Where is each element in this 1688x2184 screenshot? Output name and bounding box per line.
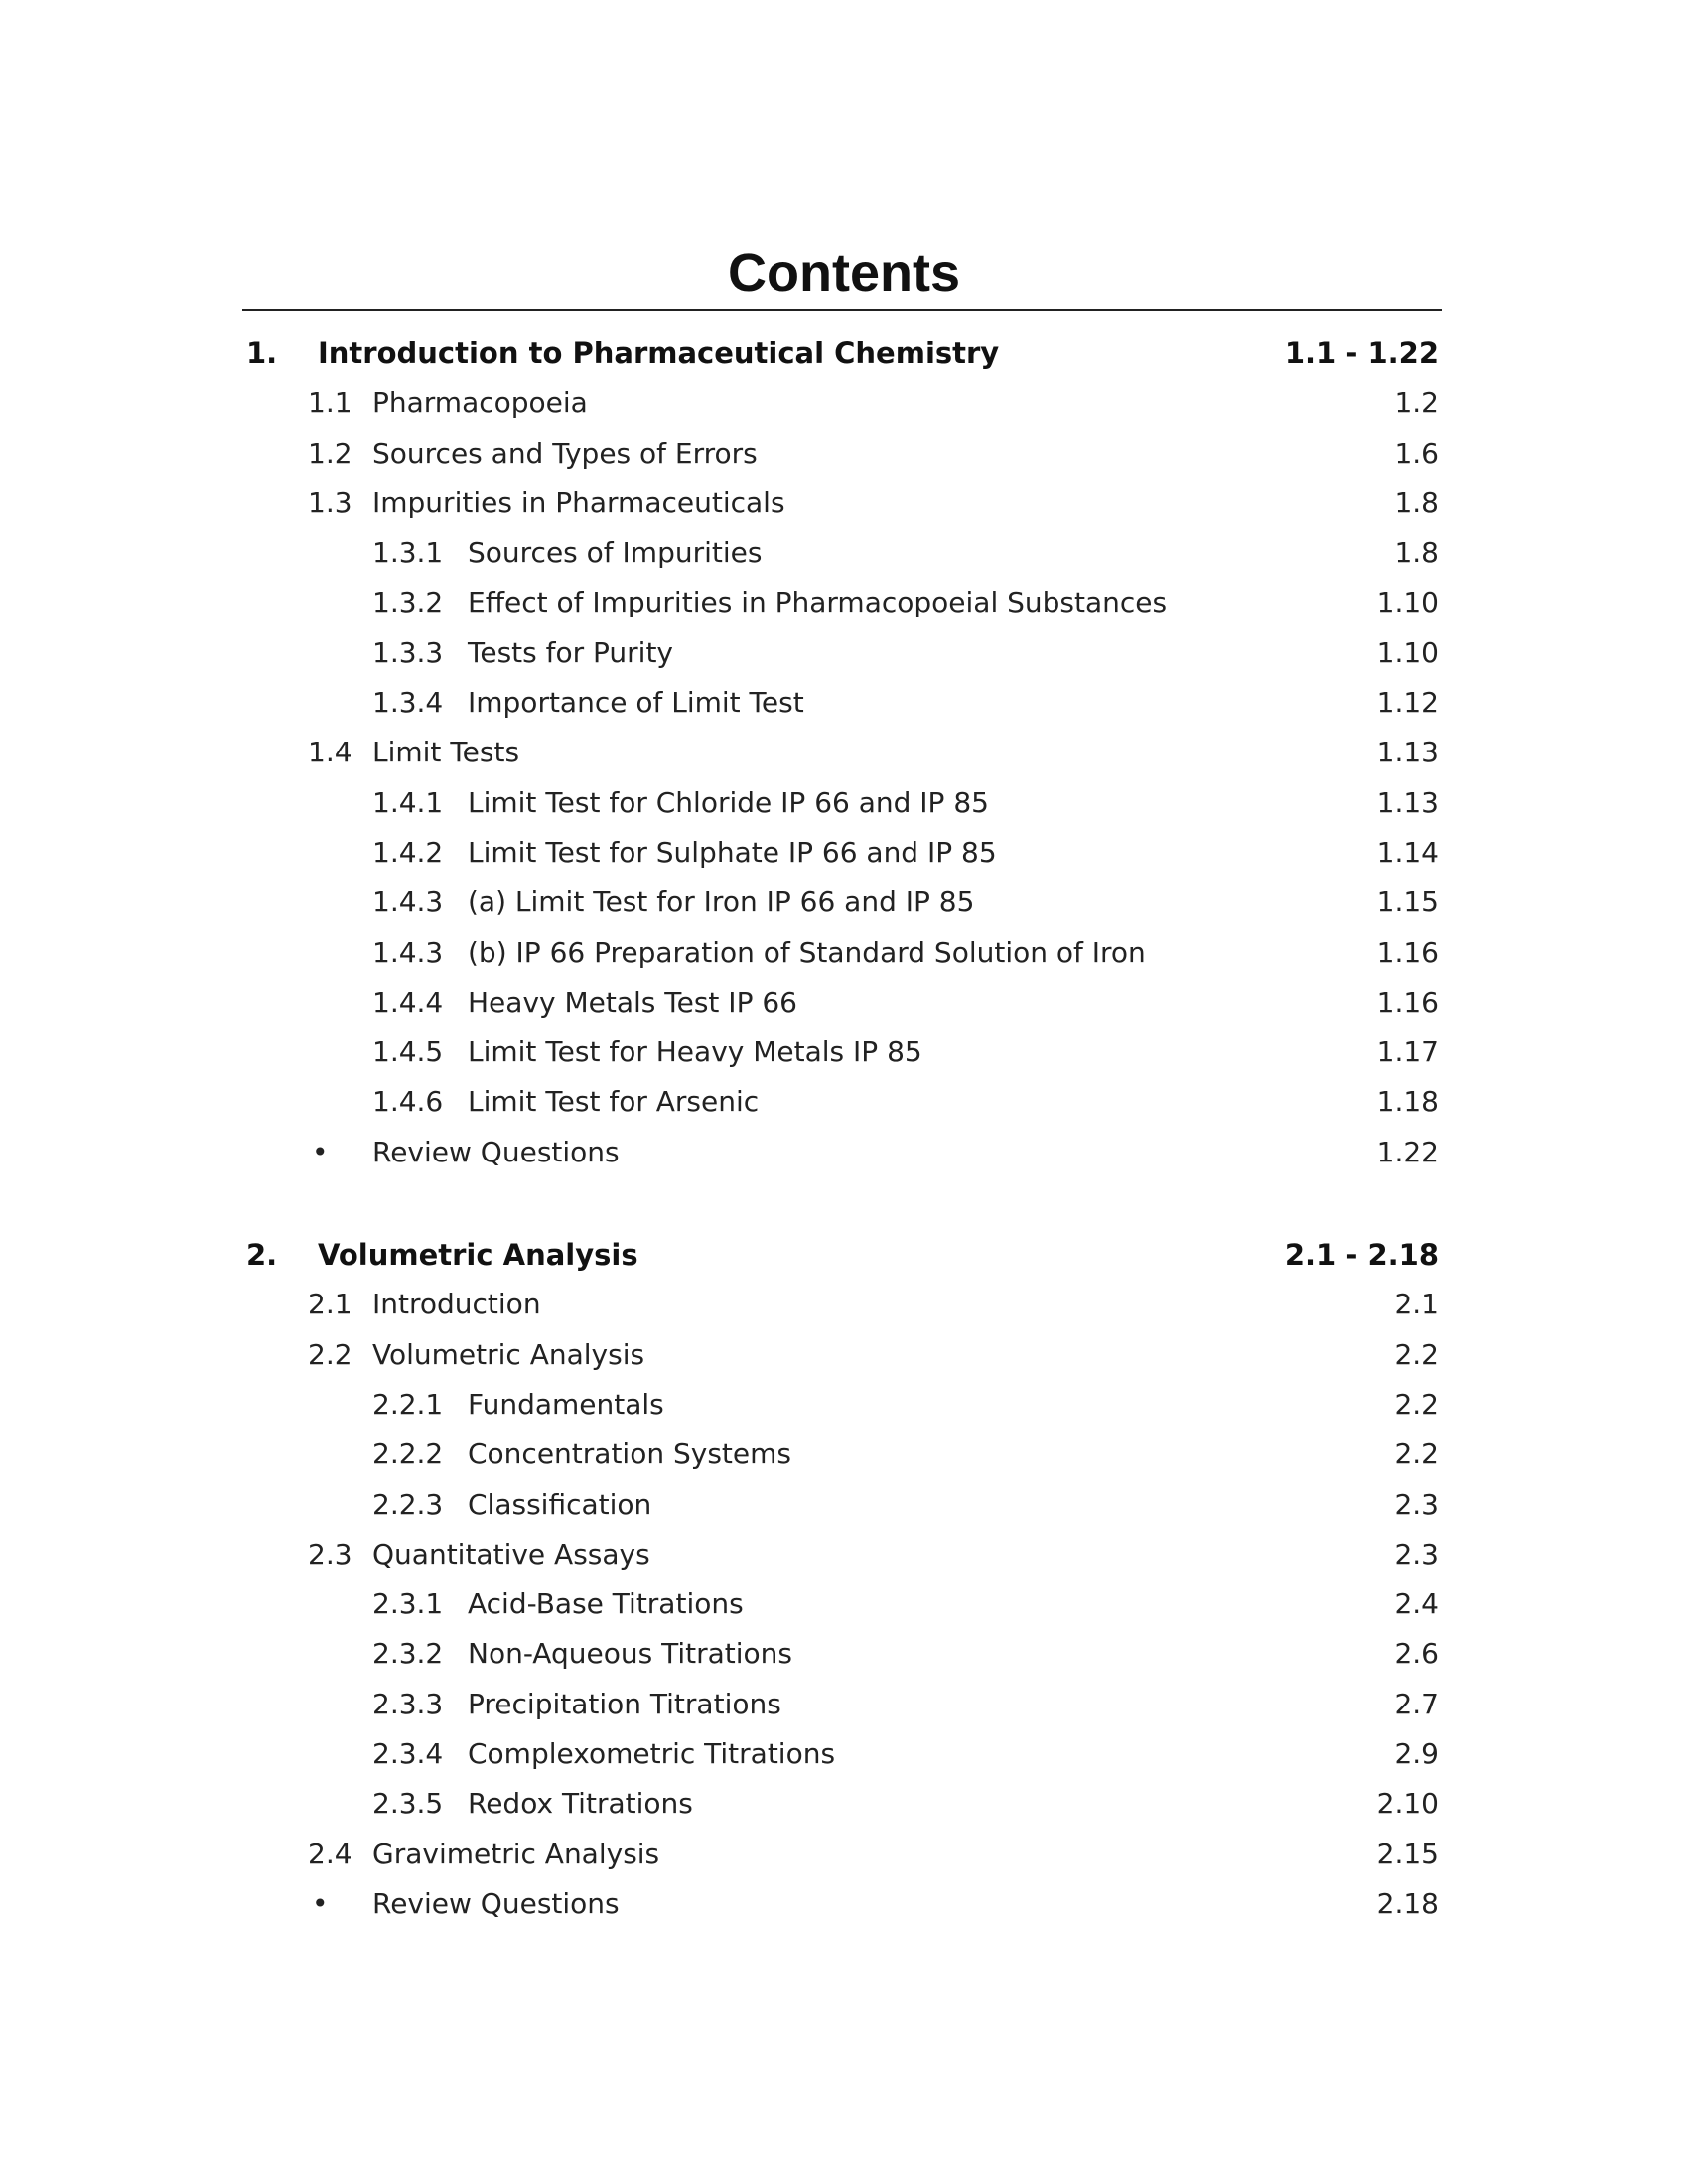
entry-number: 1.1: [308, 386, 352, 420]
entry-label: Introduction: [372, 1288, 541, 1321]
entry-page-number: 2.15: [1376, 1837, 1439, 1870]
toc-chapter-row[interactable]: [242, 329, 1442, 378]
entry-label: Acid-Base Titrations: [468, 1587, 744, 1621]
entry-number: 2.3.3: [372, 1687, 444, 1720]
title-rule: [242, 309, 1442, 311]
entry-number: 1.4: [308, 736, 352, 769]
toc-section-row[interactable]: [242, 478, 1442, 528]
entry-label: (b) IP 66 Preparation of Standard Solution of Iron: [468, 935, 1146, 969]
chapter-title: Volumetric Analysis: [318, 1238, 638, 1273]
toc-subsection-row[interactable]: [242, 928, 1442, 978]
toc-subsection-row[interactable]: [242, 1729, 1442, 1779]
toc-subsection-row[interactable]: [242, 1430, 1442, 1479]
toc-subsection-row[interactable]: [242, 778, 1442, 828]
entry-number: 1.4.3: [372, 886, 444, 919]
toc-subsection-row[interactable]: [242, 1579, 1442, 1629]
entry-page-number: 2.3: [1394, 1537, 1439, 1570]
entry-page-number: 1.16: [1376, 985, 1439, 1019]
toc-section-row[interactable]: [242, 378, 1442, 428]
entry-page-number: 1.10: [1376, 586, 1439, 619]
entry-page-number: 2.2: [1394, 1387, 1439, 1421]
toc-section-row[interactable]: [242, 1330, 1442, 1380]
entry-page-number: 1.12: [1376, 686, 1439, 720]
entry-label: Classification: [468, 1487, 652, 1521]
entry-page-number: 1.13: [1376, 785, 1439, 819]
entry-number: 1.3.1: [372, 536, 444, 570]
table-of-contents: [242, 329, 1442, 1929]
toc-bullet-row[interactable]: [242, 1128, 1442, 1177]
entry-label: Limit Test for Arsenic: [468, 1085, 760, 1119]
entry-page-number: 1.6: [1394, 436, 1439, 470]
entry-number: 1.3: [308, 485, 352, 519]
toc-subsection-row[interactable]: [242, 878, 1442, 927]
bullet-marker: •: [312, 1135, 329, 1168]
page-title: Contents: [728, 243, 960, 303]
entry-label: Limit Test for Heavy Metals IP 85: [468, 1035, 922, 1069]
entry-number: 1.2: [308, 436, 352, 470]
toc-subsection-row[interactable]: [242, 978, 1442, 1027]
entry-page-number: 2.2: [1394, 1337, 1439, 1371]
toc-subsection-row[interactable]: [242, 1027, 1442, 1077]
entry-page-number: 1.2: [1394, 386, 1439, 420]
entry-label: Review Questions: [372, 1135, 620, 1168]
entry-label: (a) Limit Test for Iron IP 66 and IP 85: [468, 886, 975, 919]
toc-section-row[interactable]: [242, 1830, 1442, 1879]
entry-label: Pharmacopoeia: [372, 386, 588, 420]
entry-number: 2.2.2: [372, 1437, 444, 1471]
entry-page-number: 2.7: [1394, 1687, 1439, 1720]
toc-section-row[interactable]: [242, 1530, 1442, 1579]
entry-label: Sources of Impurities: [468, 536, 763, 570]
entry-label: Limit Test for Chloride IP 66 and IP 85: [468, 785, 989, 819]
entry-page-number: 1.22: [1376, 1135, 1439, 1168]
entry-number: 1.3.4: [372, 686, 444, 720]
entry-number: 1.4.4: [372, 985, 444, 1019]
toc-subsection-row[interactable]: [242, 578, 1442, 627]
entry-number: 1.4.1: [372, 785, 444, 819]
entry-label: Importance of Limit Test: [468, 686, 804, 720]
entry-page-number: 1.17: [1376, 1035, 1439, 1069]
entry-number: 2.3.5: [372, 1787, 444, 1821]
entry-label: Fundamentals: [468, 1387, 664, 1421]
entry-number: 1.3.2: [372, 586, 444, 619]
entry-label: Complexometric Titrations: [468, 1737, 836, 1771]
entry-number: 2.4: [308, 1837, 352, 1870]
entry-page-number: 1.10: [1376, 635, 1439, 669]
entry-label: Non-Aqueous Titrations: [468, 1637, 792, 1671]
toc-subsection-row[interactable]: [242, 1680, 1442, 1729]
entry-page-number: 2.3: [1394, 1487, 1439, 1521]
entry-number: 1.4.6: [372, 1085, 444, 1119]
entry-page-number: 2.9: [1394, 1737, 1439, 1771]
entry-number: 2.3.2: [372, 1637, 444, 1671]
toc-subsection-row[interactable]: [242, 828, 1442, 878]
entry-number: 2.3.1: [372, 1587, 444, 1621]
entry-label: Redox Titrations: [468, 1787, 693, 1821]
entry-number: 1.3.3: [372, 635, 444, 669]
entry-page-number: 1.16: [1376, 935, 1439, 969]
entry-page-number: 2.18: [1376, 1886, 1439, 1920]
entry-number: 1.4.3: [372, 935, 444, 969]
toc-section-row[interactable]: [242, 1280, 1442, 1329]
chapter-number: 1.: [246, 337, 278, 370]
entry-label: Sources and Types of Errors: [372, 436, 758, 470]
entry-number: 2.2.3: [372, 1487, 444, 1521]
entry-label: Effect of Impurities in Pharmacopoeial Substances: [468, 586, 1168, 619]
toc-section-row[interactable]: [242, 429, 1442, 478]
entry-page-number: 1.13: [1376, 736, 1439, 769]
bullet-marker: •: [312, 1886, 329, 1920]
toc-subsection-row[interactable]: [242, 1629, 1442, 1679]
toc-chapter-row[interactable]: [242, 1230, 1442, 1280]
toc-subsection-row[interactable]: [242, 1480, 1442, 1530]
entry-page-number: 1.8: [1394, 485, 1439, 519]
chapter-gap: [242, 1177, 1442, 1230]
entry-page-number: 2.1: [1394, 1288, 1439, 1321]
entry-label: Limit Test for Sulphate IP 66 and IP 85: [468, 835, 997, 869]
entry-label: Impurities in Pharmaceuticals: [372, 485, 785, 519]
toc-subsection-row[interactable]: [242, 1779, 1442, 1829]
entry-label: Heavy Metals Test IP 66: [468, 985, 797, 1019]
entry-page-number: 2.4: [1394, 1587, 1439, 1621]
entry-number: 2.3.4: [372, 1737, 444, 1771]
entry-number: 2.2: [308, 1337, 352, 1371]
entry-page-number: 1.15: [1376, 886, 1439, 919]
entry-label: Tests for Purity: [468, 635, 674, 669]
entry-page-number: 1.14: [1376, 835, 1439, 869]
entry-number: 2.1: [308, 1288, 352, 1321]
entry-label: Limit Tests: [372, 736, 520, 769]
entry-page-number: 1.18: [1376, 1085, 1439, 1119]
entry-number: 1.4.5: [372, 1035, 444, 1069]
entry-number: 2.3: [308, 1537, 352, 1570]
chapter-page-range: 1.1 - 1.22: [1284, 337, 1439, 370]
entry-number: 1.4.2: [372, 835, 444, 869]
toc-bullet-row[interactable]: [242, 1879, 1442, 1929]
chapter-title: Introduction to Pharmaceutical Chemistry: [318, 337, 1000, 370]
toc-subsection-row[interactable]: [242, 528, 1442, 578]
entry-label: Concentration Systems: [468, 1437, 791, 1471]
entry-page-number: 2.2: [1394, 1437, 1439, 1471]
entry-number: 2.2.1: [372, 1387, 444, 1421]
entry-label: Precipitation Titrations: [468, 1687, 781, 1720]
chapter-number: 2.: [246, 1238, 278, 1273]
entry-page-number: 2.6: [1394, 1637, 1439, 1671]
toc-subsection-row[interactable]: [242, 1077, 1442, 1127]
entry-page-number: 1.8: [1394, 536, 1439, 570]
toc-subsection-row[interactable]: [242, 678, 1442, 728]
toc-section-row[interactable]: [242, 728, 1442, 777]
toc-subsection-row[interactable]: [242, 1380, 1442, 1430]
entry-label: Quantitative Assays: [372, 1537, 650, 1570]
chapter-page-range: 2.1 - 2.18: [1284, 1238, 1439, 1273]
entry-page-number: 2.10: [1376, 1787, 1439, 1821]
entry-label: Gravimetric Analysis: [372, 1837, 660, 1870]
entry-label: Review Questions: [372, 1886, 620, 1920]
toc-subsection-row[interactable]: [242, 628, 1442, 678]
entry-label: Volumetric Analysis: [372, 1337, 645, 1371]
